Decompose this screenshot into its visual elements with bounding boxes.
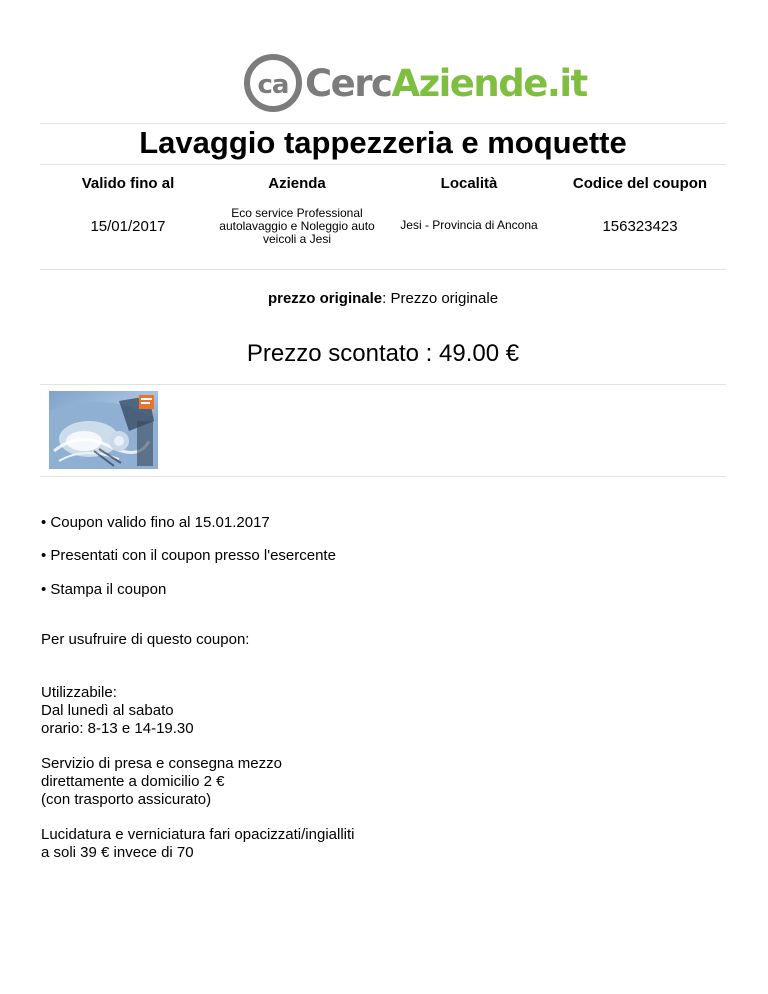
location-value: Jesi - Provincia di Ancona — [400, 218, 538, 232]
divider — [40, 476, 726, 477]
coupon-photo[interactable] — [49, 391, 158, 469]
headlight-offer: Lucidatura e verniciatura fari opacizzati/ingialliti a soli 39 € invece di 70 — [41, 826, 355, 861]
original-price-value: : Prezzo originale — [382, 290, 499, 307]
coupon-code-value: 156323423 — [602, 218, 678, 235]
bullet-valid-until: • Coupon valido fino al 15.01.2017 — [41, 514, 270, 531]
divider — [40, 384, 726, 385]
header-location: Località — [440, 175, 498, 192]
svg-text:ca: ca — [257, 70, 289, 100]
original-price-line — [40, 290, 726, 308]
coupon-title: Lavaggio tappezzeria e moquette — [139, 125, 627, 160]
divider — [40, 269, 726, 270]
bullet-print-coupon: • Stampa il coupon — [41, 581, 167, 598]
company-value: Eco service Professional autolavaggio e Noleggio auto veicoli a Jesi — [219, 206, 375, 246]
pickup-service: Servizio di presa e consegna mezzo direttamente a domicilio 2 € (con trasporto assicurato) — [41, 755, 282, 808]
usage-hours: Utilizzabile: Dal lunedì al sabato orario: 8-13 e 14-19.30 — [41, 684, 194, 737]
valid-until-value: 15/01/2017 — [90, 218, 166, 235]
logo-wordmark: CercAziende.it — [305, 61, 587, 105]
divider — [40, 164, 726, 165]
bullet-present-coupon: • Presentati con il coupon presso l'esercente — [41, 547, 336, 564]
usage-intro: Per usufruire di questo coupon: — [41, 631, 250, 648]
cercaziende-logo[interactable] — [243, 52, 587, 114]
divider — [40, 123, 726, 124]
original-price-label: prezzo originale — [267, 290, 383, 307]
header-coupon-code: Codice del coupon — [572, 175, 708, 192]
discounted-price: Prezzo scontato : 49.00 € — [246, 340, 520, 367]
header-company: Azienda — [268, 175, 326, 192]
logo-ring-icon — [243, 53, 303, 113]
header-valid-until: Valido fino al — [81, 175, 175, 192]
